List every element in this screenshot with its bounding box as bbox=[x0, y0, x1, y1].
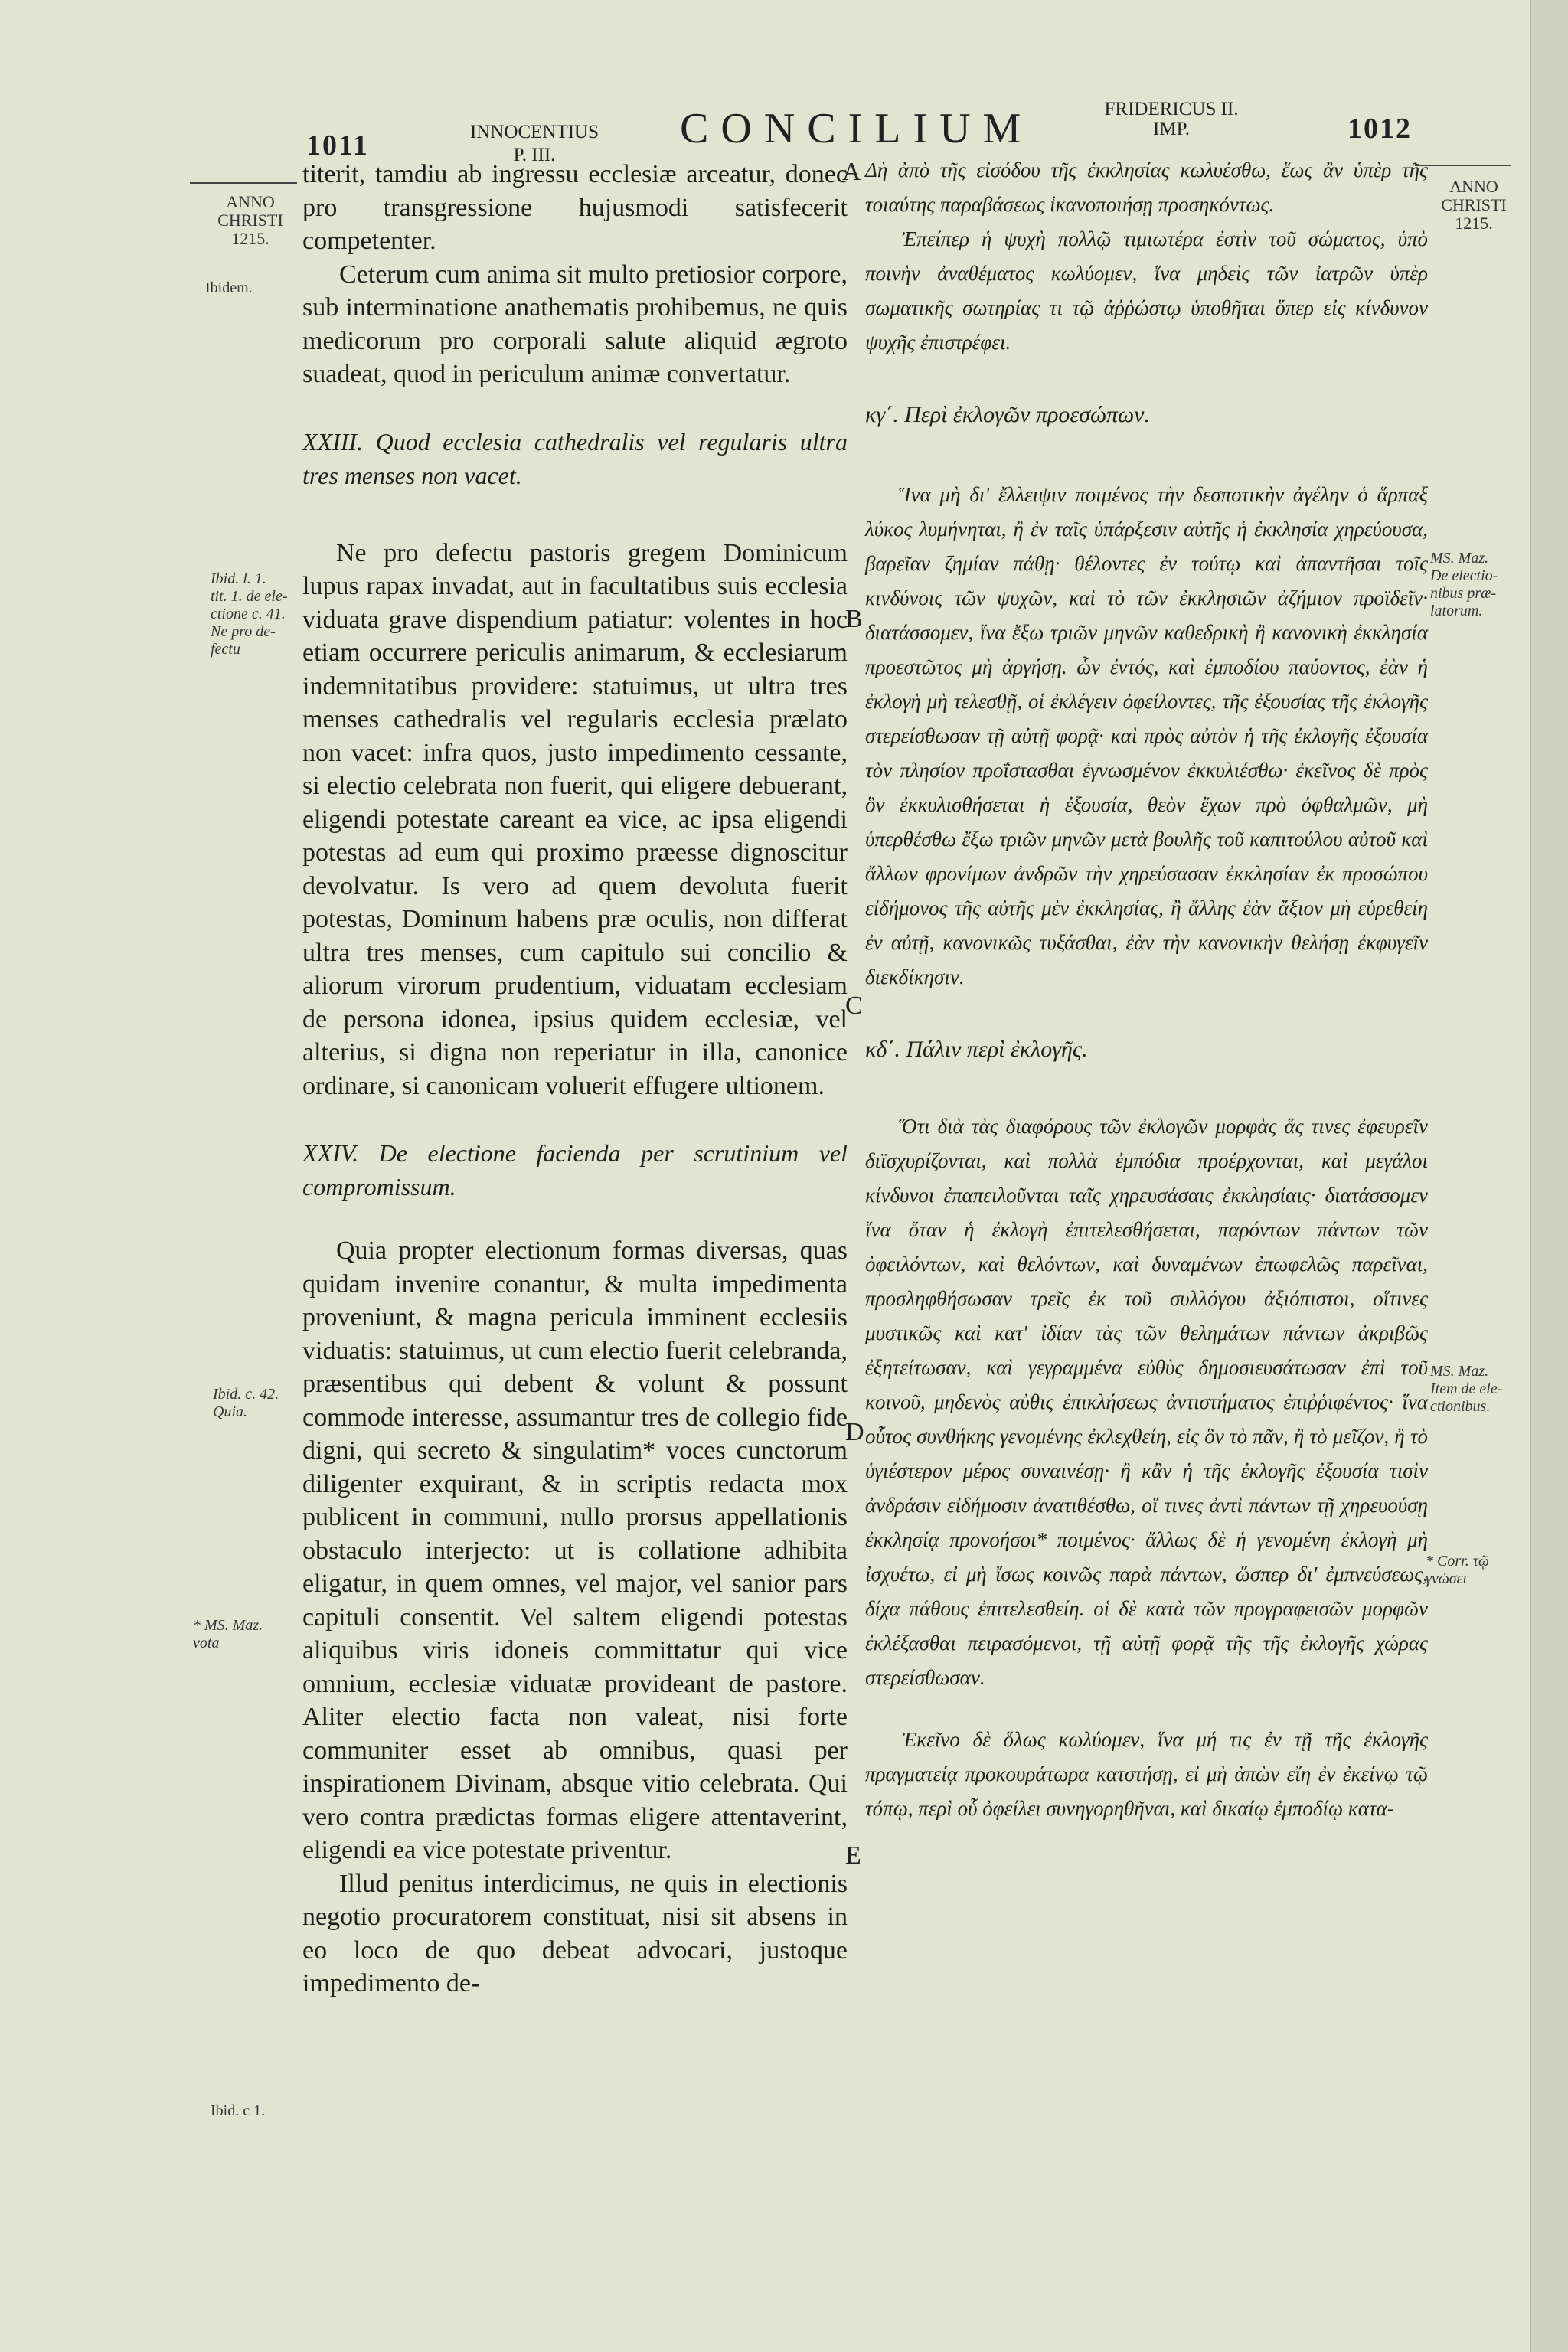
page-number-right: 1012 bbox=[1348, 113, 1412, 145]
greek-paragraph-oti: Ὅτι διὰ τὰς διαφόρους τῶν ἐκλογῶν μορφὰς ἅς τινες ἐφευρεῖν διϊσχυρίζονται, καὶ πολλὰ ἐμπόδια προέρχονται, καὶ μεγάλοι κίνδυνοι ἐπαπειλοῦνται ταῖς χηρευσάσαις ἐκκλησίαις· διατάσσομεν ἵνα ὅταν ἡ ἐκλογὴ ἐπιτελεσθήσεται, παρόντων πάντων τῶν ὀφειλόντων, καὶ θελόντων, καὶ δυναμένων ἐπωφελῶς παρεῖναι, προσληφθήσωσαν τρεῖς ἐκ τοῦ συλλόγου ἀξιόπιστοι, οἵτινες μυστικῶς καὶ κατ' ἰδίαν τὰς τῶν θελημάτων πάντων ἀκριβῶς ἐξητείτωσαν, καὶ γεγραμμένα εὐθὺς δημοσιευσάτωσαν ἐπὶ τοῦ κοινοῦ, μηδενὸς αὐθις ἐπικλήσεως ἀντιστήματος ἐπιῤῥιφέντος· ἵνα οὗτος συνθήκης γενομένης ἐκλεχθείη, εἰς ὃν τὸ πᾶν, ἢ τὸ μεῖζον, ἢ τὸ ὑγιέστερον μέρος συναινέσῃ· ἢ κἂν ἡ τῆς ἐκλογῆς ἐξουσία τισὶν ἀνδράσιν εἰδήμοσιν ἀνατιθέσθω, οἵ τινες ἀντὶ πάντων τῇ χηρευούσῃ ἐκκλησίᾳ προνοήσοι* ποιμένος· ἄλλως δὲ ἡ γενομένη ἐκλογὴ μὴ ἰσχυέτω, εἰ μὴ ἴσως κοινῶς παρὰ πάντων, ὥσπερ δι' ἐμπνεύσεως, δίχα πάθους ἐπιτελεσθείη. οἱ δὲ κατὰ τῶν προγραφεισῶν μορφῶν ἐκλέξασθαι πειρασόμενοι, τῇ αὐτῇ φορᾷ τῆς τῆς ἐκλογῆς χώρας στερείσθωσαν. bbox=[865, 1115, 1428, 1689]
margin-note-anno-left: ANNO CHRISTI 1215. bbox=[217, 192, 283, 248]
section-letter-b: B bbox=[845, 605, 863, 633]
margin-note-ms-maz-1: MS. Maz. De electio- nibus præ- latorum. bbox=[1430, 550, 1498, 619]
margin-note-anno-right: ANNO CHRISTI 1215. bbox=[1441, 177, 1507, 233]
running-head-right: FRIDERICUS II. IMP. bbox=[1104, 99, 1239, 139]
latin-paragraph-ceterum: Ceterum cum anima sit multo pretiosior corpore, sub interminatione anathematis prohibemus, ne quis medicorum pro corporali salute aliquid ægroto suadeat, quod in periculum animæ convertatur. bbox=[302, 260, 848, 388]
greek-heading-24: κδ΄. Πάλιν περὶ ἐκλογῆς. bbox=[865, 1037, 1088, 1062]
greek-paragraph-ekeino: Ἐκεῖνο δὲ ὅλως κωλύομεν, ἵνα μή τις ἐν τῇ τῆς ἐκλογῆς πραγματείᾳ προκουράτωρα κατστήσῃ, εἰ μὴ ἀπὼν εἴη ἐν ἐκείνῳ τῷ τόπῳ, περὶ οὗ ὀφείλει συνηγορηθῆναι, καὶ δικαίῳ ἐμποδίῳ κατα- bbox=[865, 1728, 1428, 1820]
latin-paragraph-ne-pro: Ne pro defectu pastoris gregem Dominicum lupus rapax invadat, aut in facultatibus suis ecclesia viduata grave dispendium patiatur: volentes in hoc etiam occurrere periculis animarum, & ecclesiarum indemnitatibus providere: statuimus, ut ultra tres menses cathedralis vel regularis ecclesia prælato non vacet: infra quos, justo impedimento cessante, si electio celebrata non fuerit, qui eligere debuerant, eligendi potestate careant ea vice, ac ipsa eligendi potestas ad eum qui proximo præesse dignoscitur devolvatur. Is vero ad quem devoluta fuerit potestas, Dominum habens præ oculis, non differat ultra tres menses, cum capitulo sui concilio & aliorum virorum prudentium, viduatam ecclesiam de persona idonea, ipsius quidem ecclesiæ, vel alterius, si digna non reperiatur in illa, canonice ordinare, si canonicam voluerit effugere ultionem. bbox=[302, 538, 848, 1100]
section-letter-a: A bbox=[842, 158, 861, 186]
adjacent-page-edge bbox=[1530, 0, 1568, 2352]
greek-heading-23: κγ΄. Περὶ ἐκλογῶν προεσώπων. bbox=[865, 402, 1150, 427]
margin-note-vota: * MS. Maz. vota bbox=[193, 1617, 263, 1651]
running-head-left: INNOCENTIUS P. III. bbox=[469, 122, 599, 165]
section-letter-c: C bbox=[845, 991, 863, 1020]
latin-paragraph-quia: Quia propter electionum formas diversas, quas quidam invenire conantur, & multa impedimenta proveniunt, & magna pericula imminent ecclesiis viduatis: statuimus, ut cum electio fuerit celebranda, præsentibus qui debent & volunt & possunt commode interesse, assumantur tres de collegio fide digni, qui secreto & singulatim* voces cunctorum diligenter exquirant, & in scriptis redacta mox publicent in communi, nullo prorsus appellationis obstaculo interjecto: ut is collatione adhibita eligatur, in quem omnes, vel major, vel sanior pars capituli consentit. Vel saltem eligendi potestas aliquibus viris idoneis committatur qui vice omnium, ecclesiæ viduatæ provideant de pastore. Aliter electio facta non valeat, nisi forte communiter esset ab omnibus, quasi per inspirationem Divinam, absque vitio celebrata. Qui vero contra prædictas formas eligere attentaverint, eligendi ea vice potestate priventur. bbox=[302, 1236, 848, 1864]
margin-note-ibidem: Ibidem. bbox=[205, 279, 253, 296]
latin-paragraph-illud: Illud penitus interdicimus, ne quis in electionis negotio procuratorem constituat, nisi sit absens in eo loco de quo debeat advocari, justoque impedimento de- bbox=[302, 1869, 848, 1998]
greek-paragraph-ina: Ἵνα μὴ δι' ἔλλειψιν ποιμένος τὴν δεσποτικὴν ἀγέλην ὁ ἅρπαξ λύκος λυμήνηται, ἢ ἐν ταῖς ὑπάρξεσιν αὐτῆς ἡ ἐκκλησία χηρεύουσα, βαρεῖαν ζημίαν πάθῃ· θέλοντες ἐν τούτῳ καὶ ἀπαντῆσαι τοῖς κινδύνοις τῶν ψυχῶν, καὶ τὸ τῶν ἐκκλησιῶν ἀζήμιον προϊδεῖν· διατάσσομεν, ἵνα ἔξω τριῶν μηνῶν καθεδρικὴ ἢ κανονικὴ ἐκκλησία προεστῶτος μὴ ἀργήσῃ. ὧν ἐντός, καὶ ἐμποδίου παύοντος, ἐὰν ἡ ἐκλογὴ μὴ τελεσθῇ, οἱ ἐκλέγειν ὀφείλοντες, τῆς ἐξουσίας τῆς ἐκλογῆς στερείσθωσαν τῇ αὐτῇ φορᾷ· καὶ πρὸς αὐτὸν ἡ τῆς ἐκλογῆς ἐξουσία τὸν πλησίον προΐστασθαι ἐγνωσμένον ἐκκυλιέσθω· ἐκεῖνος δὲ πρὸς ὃν ἐκκυλισθήσεται ἡ ἐξουσία, θεὸν ἔχων πρὸ ὀφθαλμῶν, μὴ ὑπερθέσθω ἔξω τριῶν μηνῶν μετὰ βουλῆς τοῦ καπιτούλου αὐτοῦ καὶ ἄλλων φρονίμων ἀνδρῶν τὴν χηρεύσασαν ἐκκλησίαν ἐκ προσώπου εἰδήμονος τῆς αὐτῆς μὲν ἐκκλησίας, ἢ ἄλλης ἐὰν ἄξιον μὴ εὑρεθείη ἐν αὐτῇ, κανονικῶς τυξάσθαι, ἐὰν τὴν κανονικὴν θελήσῃ ἐκφυγεῖν διεκδίκησιν. bbox=[865, 483, 1428, 988]
margin-rule bbox=[190, 182, 297, 184]
greek-paragraph-epeiper: Ἐπείπερ ἡ ψυχὴ πολλῷ τιμιωτέρα ἐστὶν τοῦ σώματος, ὑπὸ ποινὴν ἀναθέματος κωλύομεν, ἵνα μηδεὶς τῶν ἰατρῶν ὑπὲρ σωματικῆς σωτηρίας τι τῷ ἀῤῥώστῳ ὑποθῆται ὅπερ εἰς κίνδυνον ψυχῆς ἐπιστρέφει. bbox=[865, 227, 1428, 354]
latin-heading-24: XXIV. De electione facienda per scrutinium vel compromissum. bbox=[302, 1139, 848, 1200]
margin-note-ne-pro-defectu: Ibid. l. 1. tit. 1. de ele- ctione c. 41. Ne pro de- fectu bbox=[211, 570, 288, 658]
latin-paragraph-top: titerit, tamdiu ab ingressu ecclesiæ arceatur, donec pro transgressione hujusmodi satisfecerit competenter. bbox=[302, 160, 848, 255]
margin-rule-right bbox=[1415, 165, 1511, 166]
page-number-left: 1011 bbox=[306, 129, 369, 162]
margin-note-corr: * Corr. τῷ γνώσει bbox=[1426, 1553, 1489, 1587]
margin-note-quia: Ibid. c. 42. Quia. bbox=[213, 1386, 279, 1420]
greek-paragraph-top: Δὴ ἀπὸ τῆς εἰσόδου τῆς ἐκκλησίας κωλυέσθω, ἕως ἂν ὑπὲρ τῆς τοιαύτης παραβάσεως ἱκανοποιήσῃ προσηκόντως. bbox=[865, 158, 1428, 216]
margin-note-ibid-last: Ibid. c 1. bbox=[211, 2102, 266, 2119]
margin-note-ms-maz-2: MS. Maz. Item de ele- ctionibus. bbox=[1430, 1363, 1503, 1415]
running-title: CONCILIUM bbox=[680, 105, 1034, 152]
section-letter-e: E bbox=[845, 1841, 861, 1870]
latin-column bbox=[302, 158, 848, 2001]
section-letter-d: D bbox=[845, 1418, 864, 1446]
latin-heading-23: XXIII. Quod ecclesia cathedralis vel regularis ultra tres menses non vacet. bbox=[302, 427, 848, 489]
greek-column bbox=[865, 153, 1428, 1826]
